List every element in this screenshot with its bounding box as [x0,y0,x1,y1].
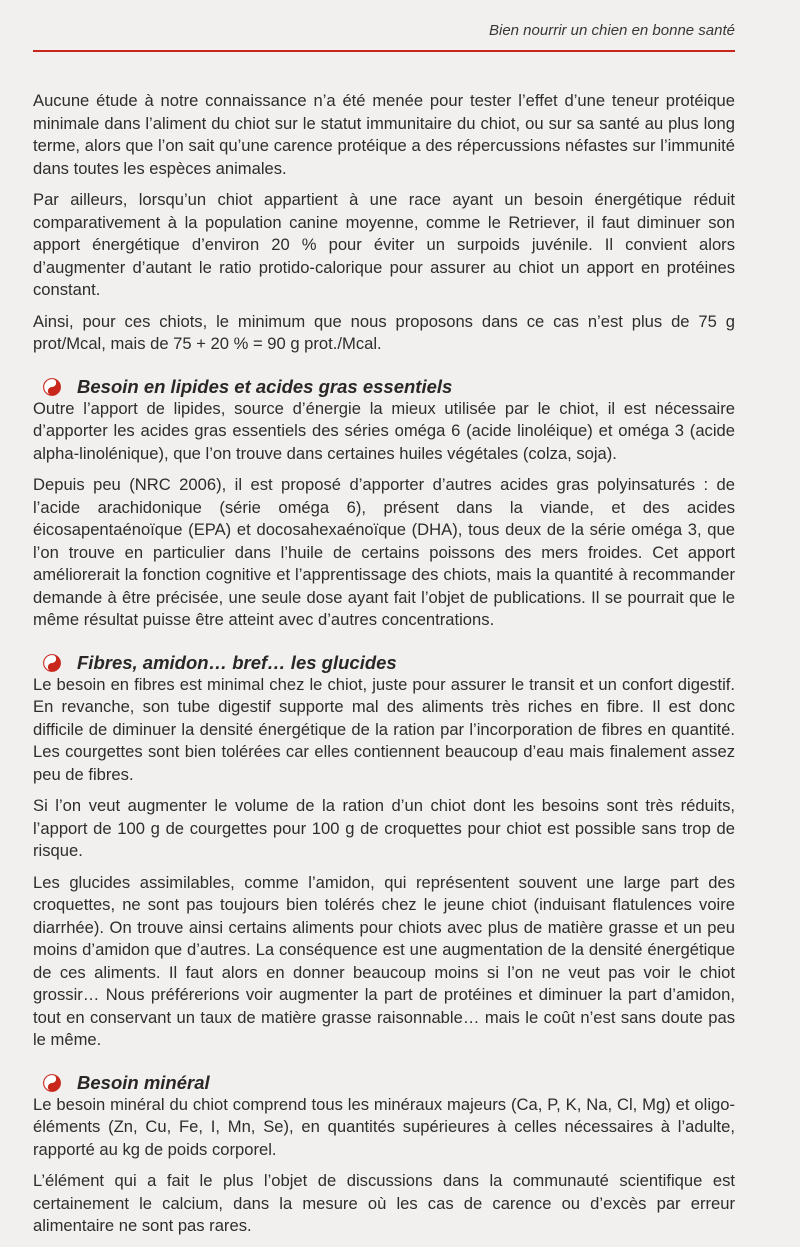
yin-yang-icon [43,1074,61,1092]
section-body [33,1094,735,1238]
paragraph: Si l’on veut augmenter le volume de la ration d’un chiot dont les besoins sont très réduits, l’apport de 100 g de courgettes pour 100 g de croquettes pour chiot est possible sans trop de risque. [33,796,735,860]
intro-block [33,90,735,356]
paragraph: Ainsi, pour ces chiots, le minimum que nous proposons dans ce cas n’est plus de 75 g prot/Mcal, mais de 75 + 20 % = 90 g prot./Mcal. [33,311,735,353]
section-title: Fibres, amidon… bref… les glucides [77,651,397,673]
paragraph: L’élément qui a fait le plus l’objet de discussions dans la communauté scientifique est certainement le calcium, dans la mesure où les cas de carence ou d’excès par erreur alimentaire ne sont pas rares. [33,1171,735,1235]
paragraph: Le besoin en fibres est minimal chez le chiot, juste pour assurer le transit et un confort digestif. En revanche, son tube digestif supporte mal des aliments très riches en fibre. Il est donc difficile de diminuer la densité énergétique de la ration par l’incorporation de fibres en quantité. Les courgettes sont bien tolérées car elles contiennent beaucoup d’eau mais finalement assez peu de fibres. [33,674,735,784]
section-heading [43,1072,735,1094]
section-heading [43,376,735,398]
section-title: Besoin minéral [77,1071,210,1093]
yin-yang-icon [43,378,61,396]
paragraph: Depuis peu (NRC 2006), il est proposé d’apporter d’autres acides gras polyinsaturés : de l’acide arachidonique (série oméga 6), présent dans la viande, et des acides éicosapentaénoïque (EPA) et docosahexaénoïque (DHA), tous deux de la série oméga 3, que l’on trouve en particulier dans l’huile de certains poissons des mers froides. Cet apport améliorerait la fonction cognitive et l’apprentissage des chiots, mais la quantité à recommander demande à être précisée, une seule dose ayant fait l’objet de publications. Il se pourrait que le même résultat puisse être atteint avec d’autres concentrations. [33,475,735,629]
paragraph: Le besoin minéral du chiot comprend tous les minéraux majeurs (Ca, P, K, Na, Cl, Mg) et oligo-éléments (Zn, Cu, Fe, I, Mn, Se), en quantités supérieures à celles nécessaires à l’adulte, rapporté au kg de poids corporel. [33,1094,735,1159]
page-content [33,90,735,1247]
section-body [33,398,735,632]
section-heading [43,652,735,674]
paragraph: Les glucides assimilables, comme l’amidon, qui représentent souvent une large part des croquettes, ne sont pas toujours bien tolérés chez le jeune chiot (induisant flatulences voire diarrhée). On trouve ainsi certains aliments pour chiots avec plus de matière grasse et un peu moins d’amidon que d’autres. La conséquence est une augmentation de la densité énergétique de ces aliments. Il faut alors en donner beaucoup moins si l’on ne veut pas voir le chiot grossir… Nous préférerions voir augmenter la part de protéines et diminuer la part d’amidon, tout en conservant un taux de matière grasse raisonnable… mais le coût n’est sans doute pas le même. [33,872,735,1049]
section-body [33,674,735,1052]
paragraph: Par ailleurs, lorsqu’un chiot appartient à une race ayant un besoin énergétique réduit comparativement à la population canine moyenne, comme le Retriever, il faut diminuer son apport énergétique d’environ 20 % pour éviter un surpoids juvénile. Il convient alors d’augmenter d’autant le ratio protido-calorique pour assurer au chiot un apport en protéines constant. [33,190,735,299]
running-head: Bien nourrir un chien en bonne santé [488,22,735,39]
section-title: Besoin en lipides et acides gras essentiels [77,375,453,397]
yin-yang-icon [43,654,61,672]
paragraph: Outre l’apport de lipides, source d’énergie la mieux utilisée par le chiot, il est nécessaire d’apporter les acides gras essentiels des séries oméga 6 (acide linoléique) et oméga 3 (acide alpha-linolénique), que l’on trouve dans certaines huiles végétales (colza, soja). [33,398,735,463]
paragraph: Aucune étude à notre connaissance n’a été menée pour tester l’effet d’une teneur protéique minimale dans l’aliment du chiot sur le statut immunitaire du chiot, ou sur sa santé au plus long terme, alors que l’on sait qu’une carence protéique a des répercussions néfastes sur l’immunité dans toutes les espèces animales. [33,91,735,178]
header-rule [33,50,735,52]
